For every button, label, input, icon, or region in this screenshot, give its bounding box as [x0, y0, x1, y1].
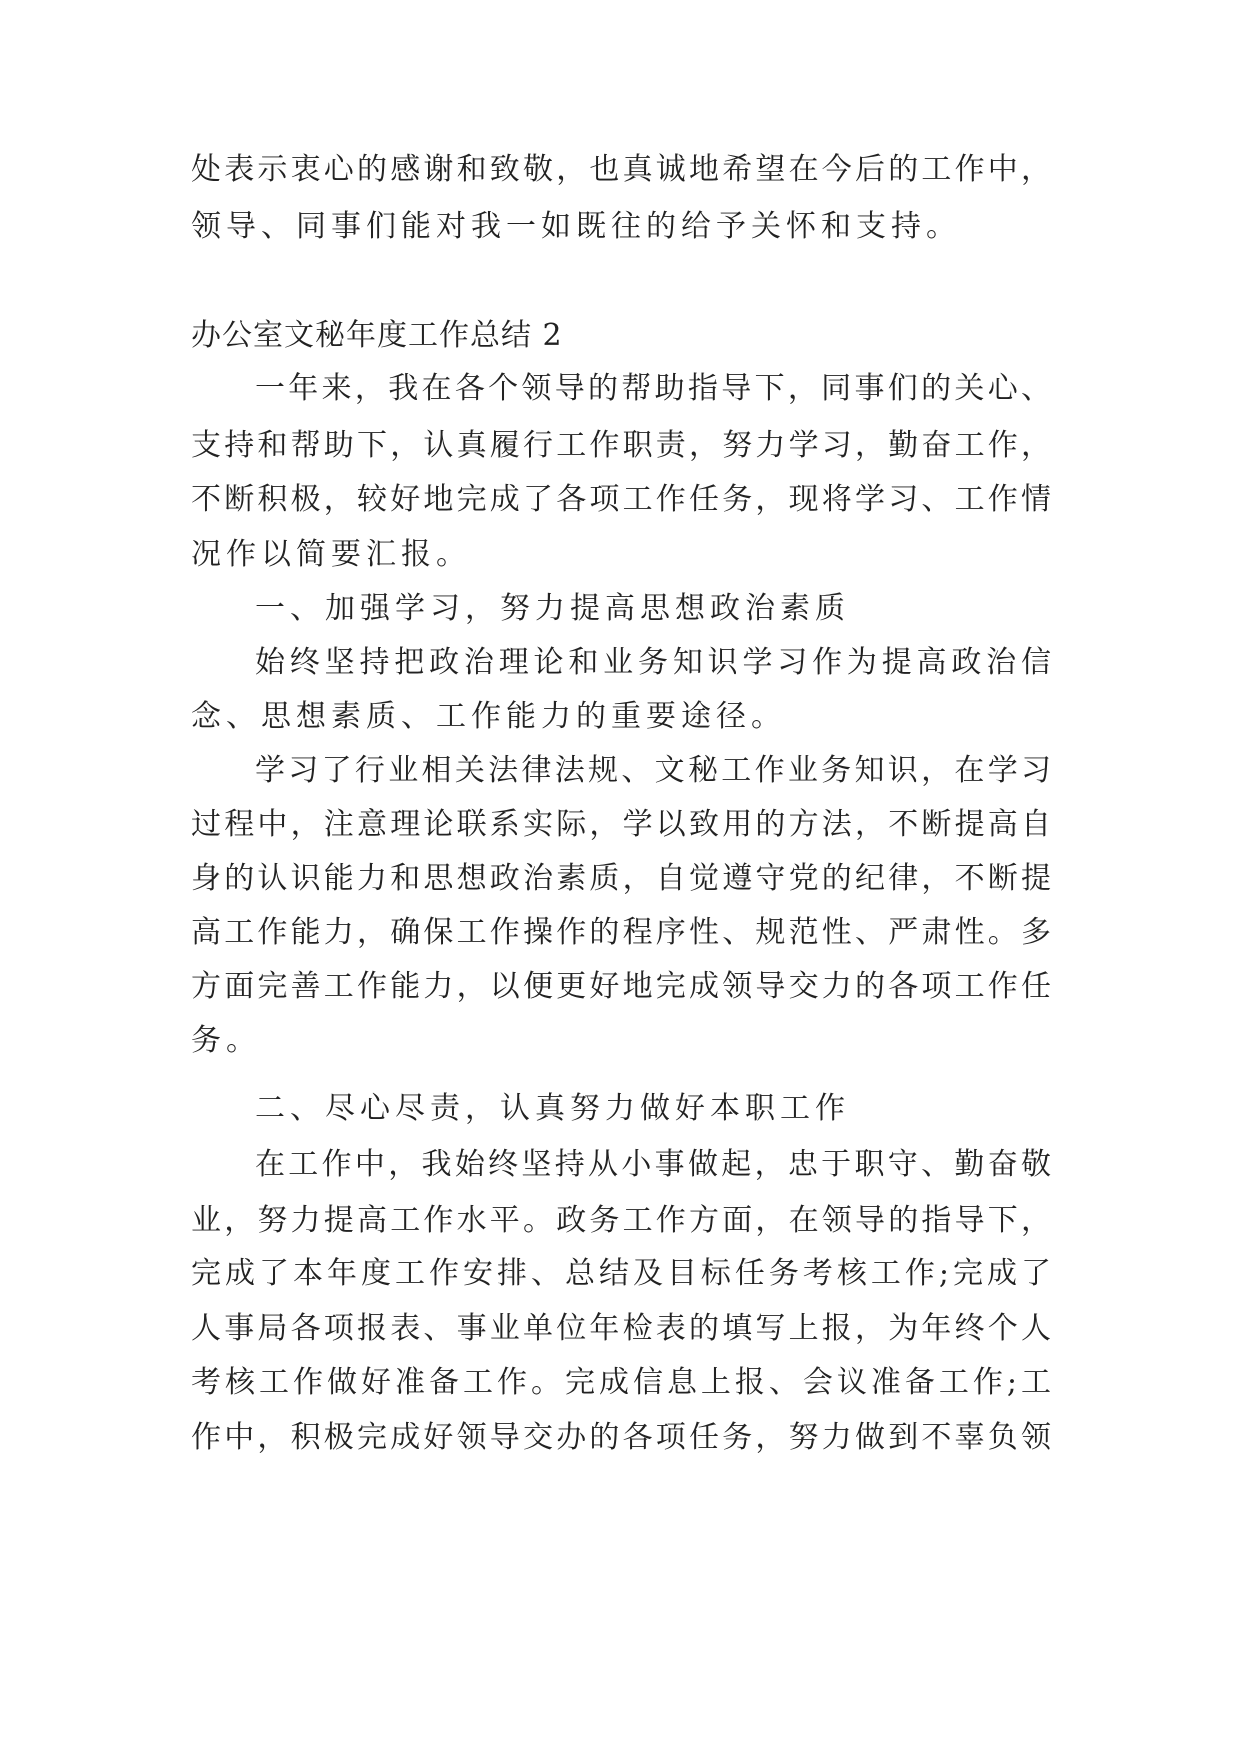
body-text-line: 过程中，注意理论联系实际，学以致用的方法，不断提高自 [191, 807, 1051, 842]
body-text-line: 在工作中，我始终坚持从小事做起，忠于职守、勤奋敬 [255, 1147, 1051, 1182]
body-text-line: 学习了行业相关法律法规、文秘工作业务知识，在学习 [255, 753, 1051, 788]
body-text-line: 况作以简要汇报。 [191, 537, 471, 572]
body-text-line: 一年来，我在各个领导的帮助指导下，同事们的关心、 [255, 371, 1051, 406]
body-text-line: 处表示衷心的感谢和致敬，也真诚地希望在今后的工作中， [191, 152, 1051, 187]
body-text-line: 领导、同事们能对我一如既往的给予关怀和支持。 [191, 209, 961, 244]
body-text-line: 作中，积极完成好领导交办的各项任务，努力做到不辜负领 [191, 1420, 1051, 1455]
body-text-line: 不断积极，较好地完成了各项工作任务，现将学习、工作情 [191, 482, 1051, 517]
body-text-line: 方面完善工作能力，以便更好地完成领导交力的各项工作任 [191, 969, 1051, 1004]
body-text-line: 务。 [191, 1023, 261, 1058]
body-text-line: 念、思想素质、工作能力的重要途径。 [191, 699, 786, 734]
body-text-line: 人事局各项报表、事业单位年检表的填写上报，为年终个人 [191, 1311, 1051, 1346]
body-text-line: 业，努力提高工作水平。政务工作方面，在领导的指导下， [191, 1203, 1051, 1238]
body-text-line: 身的认识能力和思想政治素质，自觉遵守党的纪律，不断提 [191, 861, 1051, 896]
subheading: 一、加强学习，努力提高思想政治素质 [255, 591, 850, 626]
section-title: 办公室文秘年度工作总结 2 [191, 318, 563, 353]
body-text-line: 考核工作做好准备工作。完成信息上报、会议准备工作;工 [191, 1365, 1051, 1400]
body-text-line: 始终坚持把政治理论和业务知识学习作为提高政治信 [255, 645, 1051, 680]
body-text-line: 高工作能力，确保工作操作的程序性、规范性、严肃性。多 [191, 915, 1051, 950]
body-text-line: 支持和帮助下，认真履行工作职责，努力学习，勤奋工作， [191, 428, 1051, 463]
body-text-line: 完成了本年度工作安排、总结及目标任务考核工作;完成了 [191, 1256, 1051, 1291]
subheading: 二、尽心尽责，认真努力做好本职工作 [255, 1091, 850, 1126]
